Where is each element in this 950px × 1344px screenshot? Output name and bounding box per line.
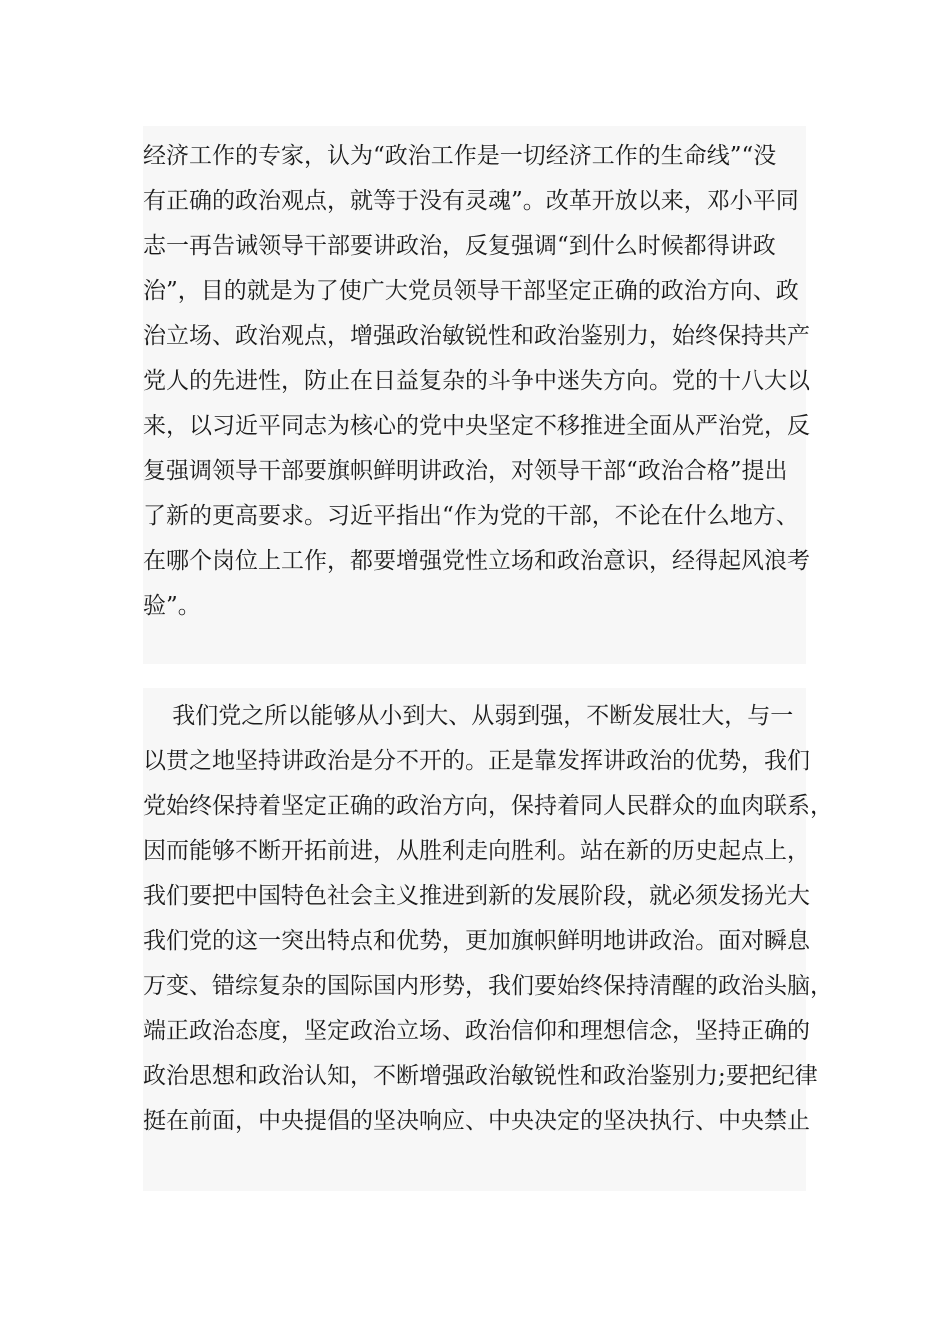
text-line: 治立场、政治观点，增强政治敏锐性和政治鉴别力，始终保持共产 — [143, 323, 810, 349]
text-line: 党人的先进性，防止在日益复杂的斗争中迷失方向。党的十八大以 — [143, 368, 810, 394]
text-line: 治”，目的就是为了使广大党员领导干部坚定正确的政治方向、政 — [143, 278, 799, 304]
paragraph-1 — [143, 126, 810, 664]
text-line: 我们要把中国特色社会主义推进到新的发展阶段，就必须发扬光大 — [143, 883, 810, 909]
text-line: 来，以习近平同志为核心的党中央坚定不移推进全面从严治党，反 — [143, 413, 810, 439]
text-line: 验”。 — [143, 593, 201, 619]
text-line: 复强调领导干部要旗帜鲜明讲政治，对领导干部“政治合格”提出 — [143, 458, 788, 484]
text-line: 我们党之所以能够从小到大、从弱到强，不断发展壮大，与一 — [143, 703, 794, 729]
paragraph-2 — [143, 688, 833, 1191]
text-line: 挺在前面，中央提倡的坚决响应、中央决定的坚决执行、中央禁止 — [143, 1108, 810, 1134]
text-line: 政治思想和政治认知，不断增强政治敏锐性和政治鉴别力;要把纪律 — [143, 1063, 818, 1089]
text-line: 党始终保持着坚定正确的政治方向，保持着同人民群众的血肉联系， — [143, 793, 833, 819]
text-line: 万变、错综复杂的国际国内形势，我们要始终保持清醒的政治头脑， — [143, 973, 833, 999]
text-line: 了新的更高要求。习近平指出“作为党的干部，不论在什么地方、 — [143, 503, 799, 529]
text-line: 经济工作的专家，认为“政治工作是一切经济工作的生命线”“没 — [143, 143, 777, 169]
text-line: 我们党的这一突出特点和优势，更加旗帜鲜明地讲政治。面对瞬息 — [143, 928, 810, 954]
text-line: 以贯之地坚持讲政治是分不开的。正是靠发挥讲政治的优势，我们 — [143, 748, 810, 774]
text-line: 志一再告诫领导干部要讲政治，反复强调“到什么时候都得讲政 — [143, 233, 776, 259]
text-line: 有正确的政治观点，就等于没有灵魂”。改革开放以来，邓小平同 — [143, 188, 799, 214]
text-line: 端正政治态度，坚定政治立场、政治信仰和理想信念，坚持正确的 — [143, 1018, 810, 1044]
text-line: 因而能够不断开拓前进，从胜利走向胜利。站在新的历史起点上， — [143, 838, 810, 864]
text-line: 在哪个岗位上工作，都要增强党性立场和政治意识，经得起风浪考 — [143, 548, 810, 574]
